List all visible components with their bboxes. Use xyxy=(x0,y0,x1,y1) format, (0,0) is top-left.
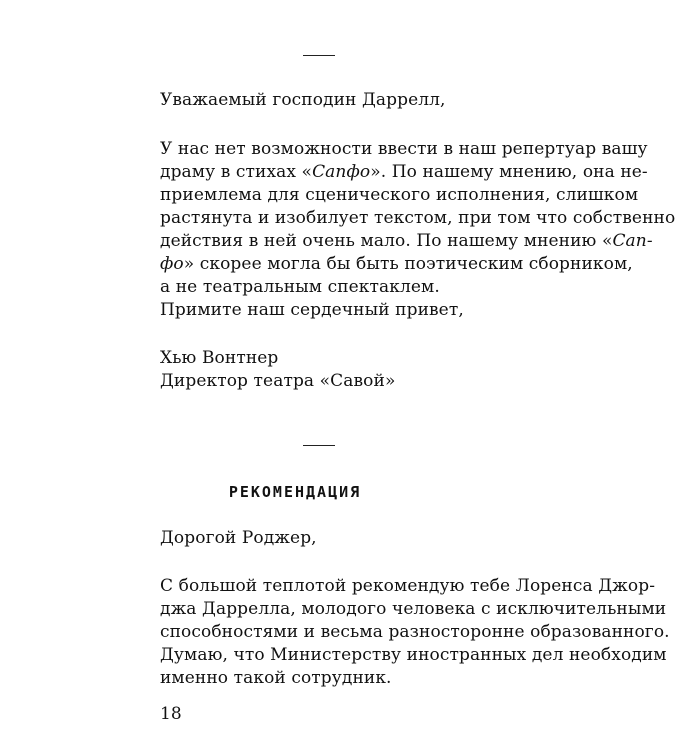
body-text-segment: ». По нашему мнению, она не- xyxy=(370,162,648,182)
letter1-closing: Примите наш сердечный привет, xyxy=(160,300,464,320)
body-text-segment: приемлема для сценического исполнения, слишком xyxy=(160,185,639,205)
italic-title-text: Сап- xyxy=(612,231,653,251)
section-divider-middle xyxy=(303,445,335,446)
letter1-signature-title: Директор театра «Савой» xyxy=(160,371,396,391)
body-text-segment: а не театральным спектаклем. xyxy=(160,277,440,297)
italic-title-text: фо xyxy=(160,254,184,274)
letter2-body-line: Думаю, что Министерству иностранных дел необходим xyxy=(160,645,667,665)
letter2-body-line: способностями и весьма разносторонне образованного. xyxy=(160,622,670,642)
page-number: 18 xyxy=(160,704,182,724)
letter1-body-line xyxy=(160,161,648,184)
letter1-body-line xyxy=(160,184,638,207)
italic-title-text: Сапфо xyxy=(312,162,371,182)
letter1-body-line xyxy=(160,138,648,161)
section-divider-top xyxy=(303,55,335,56)
body-text-segment: действия в ней очень мало. По нашему мнению « xyxy=(160,231,613,251)
section-heading: РЕКОМЕНДАЦИЯ xyxy=(228,483,362,501)
letter2-body-line: именно такой сотрудник. xyxy=(160,668,392,688)
letter2-body-line: джа Даррелла, молодого человека с исключительными xyxy=(160,599,667,619)
letter1-signature-name: Хью Вонтнер xyxy=(160,348,279,368)
body-text-segment: » скорее могла бы быть поэтическим сборником, xyxy=(183,254,633,274)
body-text-segment: драму в стихах « xyxy=(160,162,313,182)
letter1-body-line xyxy=(160,253,633,276)
letter1-body-line xyxy=(160,207,675,230)
letter2-body-line: С большой теплотой рекомендую тебе Лоренса Джор- xyxy=(160,576,656,596)
letter1-body-line xyxy=(160,230,653,253)
letter2-salutation: Дорогой Роджер, xyxy=(160,528,317,548)
letter1-body-line xyxy=(160,276,440,299)
letter1-salutation: Уважаемый господин Даррелл, xyxy=(160,90,446,110)
body-text-segment: У нас нет возможности ввести в наш репертуар вашу xyxy=(160,139,648,159)
body-text-segment: растянута и изобилует текстом, при том что собственно xyxy=(160,208,675,228)
